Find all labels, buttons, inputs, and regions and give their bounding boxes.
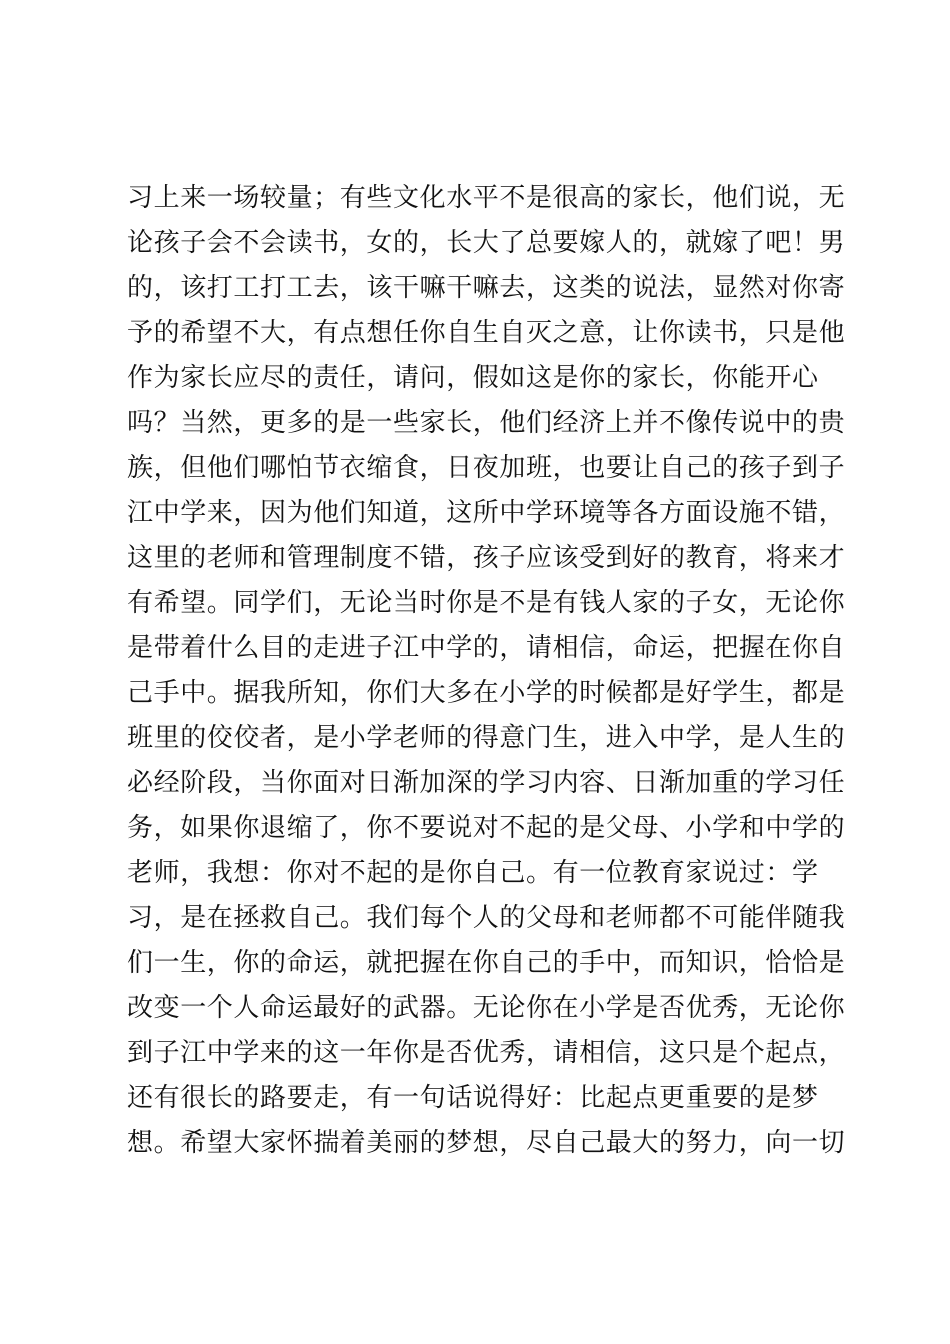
text-line: 的，该打工打工去，该干嘛干嘛去，这类的说法，显然对你寄: [127, 273, 846, 303]
text-line: 有希望。同学们，无论当时你是不是有钱人家的子女，无论你: [127, 588, 846, 618]
text-line: 族，但他们哪怕节衣缩食，日夜加班，也要让自己的孩子到子: [127, 453, 846, 483]
text-line: 们一生，你的命运，就把握在你自己的手中，而知识，恰恰是: [127, 948, 846, 978]
text-line: 是带着什么目的走进子江中学的，请相信，命运，把握在你自: [127, 633, 846, 663]
text-line: 班里的佼佼者，是小学老师的得意门生，进入中学，是人生的: [127, 723, 846, 753]
text-line: 习，是在拯救自己。我们每个人的父母和老师都不可能伴随我: [127, 903, 846, 933]
text-line: 改变一个人命运最好的武器。无论你在小学是否优秀，无论你: [127, 993, 846, 1023]
text-line: 江中学来，因为他们知道，这所中学环境等各方面设施不错，: [127, 498, 846, 528]
text-line: 习上来一场较量；有些文化水平不是很高的家长，他们说，无: [127, 183, 846, 213]
text-line: 还有很长的路要走，有一句话说得好：比起点更重要的是梦: [127, 1083, 819, 1113]
text-line: 必经阶段，当你面对日渐加深的学习内容、日渐加重的学习任: [127, 768, 846, 798]
text-line: 作为家长应尽的责任，请问，假如这是你的家长，你能开心: [127, 363, 819, 393]
text-line: 老师，我想：你对不起的是你自己。有一位教育家说过：学: [127, 858, 819, 888]
text-line: 己手中。据我所知，你们大多在小学的时候都是好学生，都是: [127, 678, 846, 708]
body-text: [127, 176, 846, 1166]
text-line: 务，如果你退缩了，你不要说对不起的是父母、小学和中学的: [127, 813, 846, 843]
text-line: 到子江中学来的这一年你是否优秀，请相信，这只是个起点，: [127, 1038, 846, 1068]
text-line: 论孩子会不会读书，女的，长大了总要嫁人的，就嫁了吧！男: [127, 228, 846, 258]
text-line: 予的希望不大，有点想任你自生自灭之意，让你读书，只是他: [127, 318, 846, 348]
text-line: 想。希望大家怀揣着美丽的梦想，尽自己最大的努力，向一切: [127, 1128, 846, 1158]
text-line: 吗？当然，更多的是一些家长，他们经济上并不像传说中的贵: [127, 408, 846, 438]
text-line: 这里的老师和管理制度不错，孩子应该受到好的教育，将来才: [127, 543, 846, 573]
